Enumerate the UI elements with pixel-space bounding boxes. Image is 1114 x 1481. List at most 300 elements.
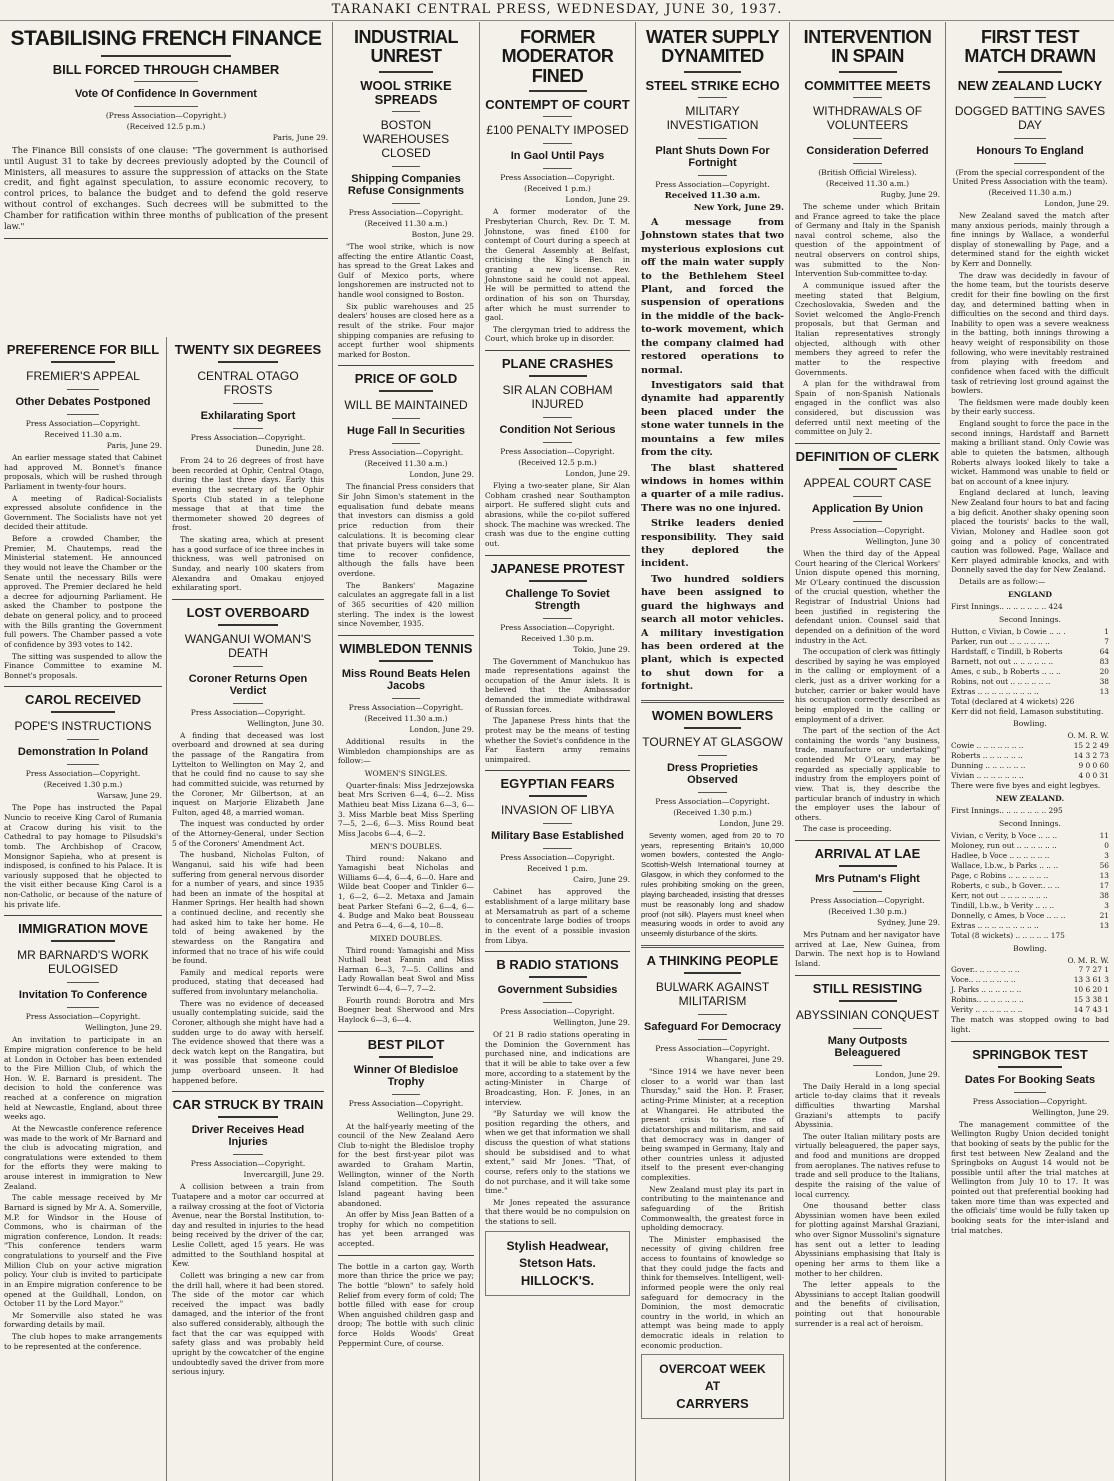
- subhead-committee-meets: COMMITTEE MEETS: [804, 77, 931, 93]
- paragraph: An offer by Miss Jean Batten of a trophy for which no competition has yet been arranged was accepted.: [338, 1210, 474, 1249]
- divider: [543, 848, 572, 849]
- dateline: London, June 29.: [1044, 198, 1109, 208]
- divider: [134, 81, 199, 82]
- subhead-tourney-glasgow: TOURNEY AT GLASGOW: [642, 734, 783, 749]
- subhead-pope-instructions: POPE'S INSTRUCTIONS: [14, 719, 152, 734]
- divider: [853, 138, 882, 139]
- score-value: 3: [1104, 850, 1109, 860]
- received-line: (Received 1.30 p.m.): [43, 780, 123, 790]
- score-entry: Page, c Robins .. .. .. .. .. ..: [951, 870, 1049, 880]
- score-entry: Gover.. .. .. .. .. .. ..: [951, 965, 1020, 975]
- divider: [698, 1014, 727, 1015]
- score-value: 20: [1099, 666, 1109, 676]
- bowling-row: [951, 965, 1109, 975]
- credit-line: (From the special correspondent of the United Press Association with the team).: [952, 167, 1108, 186]
- rule: [641, 945, 784, 948]
- dateline: Warsaw, June 29.: [96, 791, 162, 801]
- paragraph: The draw was decidedly in favour of the home team, but the tourists deserve credit for their fine bowling on the first day, and determined batting when in difficulties on the second and third days. Inability to open was a severe weakness in the batting, both innings throwing a heavy weight of responsibility on those following, who were inevitably restrained from playing with freedom and confidence when faced with the difficult task of retrieving lost ground against the bowlers.: [951, 270, 1109, 396]
- paragraph: The scheme under which Britain and France agreed to take the place of Germany and Italy in the Spanish naval control scheme, also the question of the appointment of neutral observers on control ships, was submitted to the Non-Intervention Sub-committee to-day.: [795, 201, 940, 279]
- divider: [233, 428, 263, 429]
- divider: [839, 468, 897, 470]
- subhead-wool-strike: WOOL STRIKE SPREADS: [360, 77, 452, 107]
- score-value: 15 2 2 49: [1073, 741, 1109, 751]
- masthead: TARANAKI CENTRAL PRESS, WEDNESDAY, JUNE 30, 1937.: [0, 0, 1114, 21]
- divider: [51, 711, 114, 713]
- paragraph: The fieldsmen were made doubly keen by their early success.: [951, 397, 1109, 417]
- credit-line: Press Association—Copyright.: [500, 173, 615, 183]
- divider: [392, 111, 419, 112]
- paragraph: A meeting of Radical-Socialists expressed absolute confidence in the Government. The Socialists have not yet decided their attitude.: [4, 493, 162, 532]
- headline-lost-overboard: LOST OVERBOARD: [186, 604, 310, 620]
- received-line: (Received 12.5 p.m.): [518, 458, 597, 468]
- paragraph: An earlier message stated that Cabinet had approved M. Bonnet's finance proposals, which will be rushed through Parliament in twenty-four hours.: [4, 453, 162, 491]
- paragraph: Mr Somerville also stated he was forwarding details by mail.: [4, 1310, 162, 1330]
- divider: [998, 1066, 1061, 1068]
- bowling-table-england: [951, 965, 1109, 1015]
- score-value: 1: [1104, 626, 1109, 636]
- subhead-steel-strike: STEEL STRIKE ECHO: [645, 77, 780, 93]
- batting-row: [951, 911, 1109, 921]
- score-value: 83: [1099, 656, 1109, 666]
- dateline: Cairo, June 29.: [573, 875, 630, 885]
- divider: [543, 168, 572, 169]
- divider: [67, 389, 99, 390]
- england-scorecard: [951, 627, 1109, 697]
- batting-row: [951, 677, 1109, 687]
- received-line: (Received 11.30 a.m.): [364, 218, 448, 228]
- headline-immigration-move: IMMIGRATION MOVE: [18, 921, 148, 937]
- team-new-zealand: NEW ZEALAND.: [995, 793, 1065, 803]
- score-total: [951, 931, 1109, 941]
- score-value: 10 6 20 1: [1073, 985, 1109, 995]
- dateline: London, June 29.: [565, 469, 630, 479]
- paragraph: The Daily Herald in a long special article to-day claims that it reveals difficulties thwarting Marshal Graziani's attempts to pacify Abyssinia.: [795, 1081, 940, 1130]
- dateline: Dunedin, June 28.: [255, 444, 324, 454]
- bowling-columns: O. M. R. W.: [1067, 955, 1109, 965]
- headline-moderator-fined: FORMER MODERATOR FINED: [501, 27, 614, 86]
- bowling-header: [951, 731, 1109, 741]
- rule: [4, 915, 162, 916]
- score-entry: Robins, not out .. .. .. .. .. ..: [951, 676, 1051, 686]
- subhead-maintained: WILL BE MAINTAINED: [344, 398, 468, 413]
- bowling-row: [951, 995, 1109, 1005]
- rule: [641, 700, 784, 703]
- score-value: 56: [1099, 860, 1109, 870]
- subhead-penalty: £100 PENALTY IMPOSED: [486, 123, 629, 138]
- divider: [839, 71, 897, 73]
- received-line: (Received 11.30 a.m.): [364, 713, 448, 723]
- paragraph: The husband, Nicholas Fulton, of Wanganui, said his wife had been suffering from general nervous disorder for a number of years, and since 1935 had been an inmate of the hospital at Hanmer Springs. Her health had shown a continued decline, and recently she had asked him to take her home. He told of being awakened by the stewardess on the Rangatira and informed that no trace of his wife could be found.: [172, 850, 324, 966]
- paragraph: From 24 to 26 degrees of frost have been recorded at Ophir, Central Otago, during the last three days. Early this evening the secretary of the Ophir Sports Club stated in a telephone message that at that time the thermometer showed 20 degrees of frost.: [172, 456, 324, 533]
- paragraph: A former moderator of the Presbyterian Church, Rev. Dr. T. M. Johnstone, was fined £100 for contempt of Court during a speech at the General Assembly at Belfast, criticising the King's Bench in granting a new license. Rev. Johnstone said he could not appeal. He will be permitted to attend the ordination of his son on Thursday, after which he must surrender to gaol.: [485, 207, 630, 323]
- batting-row: [951, 687, 1109, 697]
- score-entry: Barnett, not out .. .. .. .. .. ..: [951, 656, 1054, 666]
- divider: [698, 792, 727, 793]
- divider: [684, 972, 741, 974]
- divider: [543, 116, 572, 117]
- paragraph: A communique issued after the meeting stated that Belgium, Czechoslovakia, Sweden and the Soviet welcomed the Anglo-French proposals, but that German and Italian representatives strongly objected, although with other members they agreed to refer the matter to the respective Governments.: [795, 280, 940, 377]
- score-value: 4 0 0 31: [1078, 771, 1109, 781]
- paragraph: Cabinet has approved the establishment of a large military base at Mersamatruh as part of a scheme to concentrate large bodies of troops in the event of a possible invasion from Libya.: [485, 887, 630, 945]
- batting-row: [951, 831, 1109, 841]
- paragraph: The letter appeals to the Abyssinians to accept Italian goodwill and the benefits of civilisation, pointing out that honourable surrender is a real act of heroism.: [795, 1280, 940, 1328]
- paragraph: England declared at lunch, leaving New Zealand four hours to bat and facing a big deficit. Another shaky opening soon placed the tourists' backs to the wall, Vivian, Moloney and Hadlee soon got going and a policy of concentrated caution was followed. Page, Wallace and Kerr played admirable knocks, and with Donnelly saved the day for New Zealand.: [951, 488, 1109, 575]
- rule: [338, 1255, 474, 1256]
- headline-test-match: FIRST TEST MATCH DRAWN: [964, 27, 1096, 67]
- dateline: New York, June 29.: [693, 202, 784, 213]
- received-line: (Received 11.30 a.m.): [825, 178, 910, 188]
- headline-wimbledon: WIMBLEDON TENNIS: [339, 640, 473, 656]
- paragraph: A plan for the withdrawal from Spain of non-Spanish Nationals engaged in the conflict was also considered, but discussion was deferred until next meeting of the committee on July 2.: [795, 379, 940, 437]
- team-england: ENGLAND: [1008, 589, 1052, 599]
- paragraph: The Pope has instructed the Papal Nuncio to receive King Carol of Rumania at Cracow during his visit to the Cathedral to pay homage to Pilsudski's tomb. The Archbishop of Cracow, Monsignor Sapieha, who at present is indisposed, is confined to his Palace. It is variously supposed that he objected to the visit either because King Carol is a non-Catholic, or because of the nature of his private life.: [4, 803, 162, 909]
- paragraph: The Japanese Press hints that the protest may be the means of testing whether the Soviet's confidence in the Far Eastern army remains unimpaired.: [485, 716, 630, 764]
- rule: [485, 951, 630, 952]
- credit-line: Press Association—Copyright.: [348, 1098, 464, 1108]
- score-value: 9 0 0 60: [1078, 761, 1109, 771]
- paragraph: Strike leaders denied responsibility. They said they deplored the incident.: [641, 518, 784, 570]
- divider: [379, 1056, 433, 1058]
- paragraph: A finding that deceased was lost overboard and drowned at sea during the passage of the Rangatira from Lyttelton to Wellington on May 2, and that he could find no cause to say she had committed suicide, was returned by the Coroner, Mr Gilbertson, at an inquest on Marjorie Elizabeth Jane Fulton, aged 48, a married woman.: [172, 730, 324, 817]
- rule: [795, 443, 940, 444]
- divider: [543, 417, 572, 418]
- paragraph: The outer Italian military posts are virtually beleaguered, the paper says, and food and munitions are dropped from aeroplanes. The natives refuse to trade and sell produce to the Italians, despite the raising of the value of local currency.: [795, 1131, 940, 1199]
- subhead-shipping-refuse: Shipping Companies Refuse Consignments: [347, 172, 465, 197]
- paragraph: Collett was bringing a new car from the drill hall, where it had been stored. The side of the motor car which received the impact was badly damaged, and the interior of the front also suffered considerably, although the fact that the car was equipped with safety glass and was probably held upright by the cowcatcher of the engine undoubtedly saved the driver from more serious injury.: [172, 1270, 324, 1377]
- score-entry: J. Parks .. .. .. .. .. ..: [951, 985, 1022, 995]
- headline-plane-crashes: PLANE CRASHES: [501, 356, 614, 372]
- paragraph: The sitting was suspended to allow the Finance Committee to examine M. Bonnet's proposals.: [4, 651, 162, 680]
- dateline: London, June 29.: [875, 1069, 940, 1079]
- article-body: The Finance Bill consists of one clause: "The government is authorised until August 31 to take by decrees previously adopted by the Council of Ministers, all measures to assure the suppression of attacks on the State credit, and fight against speculation, to assure economic recovery, to control prices, to balance the budget and to defend the gold reserve without control of exchanges. Such decrees will be submitted to the Chamber for ratification within three months of publication of the present law.": [4, 144, 328, 232]
- ad-line: Stylish Headwear,: [506, 1238, 609, 1253]
- bowling-label: Bowling.: [1013, 719, 1047, 729]
- divider: [134, 106, 199, 107]
- score-value: 13: [1099, 870, 1109, 880]
- headline-japanese-protest: JAPANESE PROTEST: [490, 560, 625, 576]
- subhead-bulwark-militarism: BULWARK AGAINST MILITARISM: [655, 980, 770, 1009]
- subhead-debates-postponed: Other Debates Postponed: [15, 396, 151, 409]
- bowling-header: [951, 956, 1109, 966]
- subhead-honours-england: Honours To England: [976, 144, 1084, 157]
- divider: [529, 375, 587, 377]
- ad-line: AT: [704, 1379, 721, 1394]
- batting-row: [951, 657, 1109, 667]
- paragraph: The clergyman tried to address the Court, which broke up in disorder.: [485, 324, 630, 344]
- batting-row: [951, 637, 1109, 647]
- headline-still-resisting: STILL RESISTING: [812, 980, 923, 996]
- subhead-soviet-strength: Challenge To Soviet Strength: [505, 587, 610, 612]
- score-value: 17: [1099, 880, 1109, 890]
- dateline: Whangarei, June 29.: [706, 1055, 784, 1065]
- batting-row: [951, 921, 1109, 931]
- paragraph: The cable message received by Mr Barnard is signed by Mr A. A. Somerville, M.P. for Windsor in the House of Commons, who is chairman of the migration conference, London. It reads: "This conference tenders warm congratulations to yourself and the Five Million Club on your active migration policy. Your club is invited to participate in an Empire migration conference to be opened at the Guildhall, London, on October 11 by the Lord Mayor.": [4, 1193, 162, 1309]
- credit-line: Press Association—Copyright.: [190, 1159, 306, 1169]
- score-entry: Hutton, c Vivian, b Cowie .. .. .: [951, 626, 1066, 636]
- received-line: Received 11.30 a.m.: [44, 430, 122, 440]
- divider: [543, 823, 572, 824]
- subhead-invitation-conference: Invitation To Conference: [18, 989, 148, 1002]
- ad-line: Stetson Hats.: [519, 1255, 596, 1270]
- score-value: 14 7 43 1: [1073, 1005, 1109, 1015]
- divider: [543, 1002, 572, 1003]
- paragraph: The financial Press considers that Sir John Simon's statement in the equalisation fund debate means that investors can dismiss a gold price reduction from their calculations. It is becoming clear that private buyers will take some time to recover confidence, although the falls have been overdone.: [338, 482, 474, 579]
- batting-row: [951, 841, 1109, 851]
- rule: [485, 770, 630, 771]
- paragraph: One thousand better class Abyssinian women have been exiled for plotting against Marshal Graziani, who over Signor Mussolini's signature has sent out a letter to leading Abyssinians emphasising that Italy is opening her arms to them like a mother to her children.: [795, 1201, 940, 1278]
- second-innings-label: Second Innings.: [999, 614, 1061, 624]
- subhead-consideration-deferred: Consideration Deferred: [806, 144, 929, 157]
- rule: [172, 599, 324, 600]
- paragraph: Six public warehouses and 25 dealers' houses are closed here as a result of the strike. Four major shipping companies are refusing to accept further wool shipments marked for Boston.: [338, 301, 474, 359]
- divider: [543, 143, 572, 144]
- score-entry: Wallace, l.b.w., b Parks .. .. ..: [951, 860, 1059, 870]
- nz-scorecard: [951, 831, 1109, 931]
- credit-line: (Press Association—Copyright.): [105, 110, 227, 120]
- subhead-miss-round: Miss Round Beats Helen Jacobs: [341, 667, 471, 692]
- divider: [51, 361, 114, 363]
- score-value: 11: [1099, 830, 1109, 840]
- paragraph: Additional results in the Wimbledon championships are as follow:—: [338, 736, 474, 766]
- subhead-driver-injuries: Driver Receives Head Injuries: [191, 1124, 305, 1149]
- paragraph: When the third day of the Appeal Court hearing of the Clerical Workers' Union dispute opened this morning, Mr O'Leary continued the discussion of the crucial question, whether the Registrar of Industrial Unions had been justified in registering the defendant union. Counsel said that depended on a definition of the word industry in the Act.: [795, 548, 940, 645]
- credit-line: Press Association—Copyright.: [25, 419, 141, 429]
- paragraph: Family and medical reports were produced, stating that deceased had suffered from involuntary melancholia.: [172, 967, 324, 997]
- bowling-row: [951, 751, 1109, 761]
- score-entry: Extras .. .. .. .. .. .. .. .. ..: [951, 920, 1039, 930]
- paragraph: The management committee of the Wellington Rugby Union decided tonight that booking of seats by the public for the first test between New Zealand and the Springboks on August 14 would not be possible until after the trial matches at Wellington from July 10 to 17. It was pointed out that preferential booking had taken more time than was expected and the officials' time would be fully taken up booking seats for the inter-island and trial matches.: [951, 1119, 1109, 1235]
- score-line: [951, 806, 1109, 816]
- bowling-row: [951, 771, 1109, 781]
- paragraph: The blast shattered windows in homes within a quarter of a mile radius. There was no one injured.: [641, 462, 784, 514]
- headline-thinking-people: A THINKING PEOPLE: [646, 953, 779, 969]
- score-value: 13: [1099, 920, 1109, 930]
- paragraph: Investigators said that dynamite had apparently been placed under the stone water tunnels in the mountains a few miles from the city.: [641, 379, 784, 459]
- subhead-wanganui-woman: WANGANUI WOMAN'S DEATH: [184, 631, 312, 660]
- score-value: 3: [1104, 900, 1109, 910]
- rule: [485, 350, 630, 351]
- subhead-bill-forced: BILL FORCED THROUGH CHAMBER: [52, 61, 280, 77]
- bowling-row: [951, 985, 1109, 995]
- received-line: (Received 12.5 p.m.): [126, 121, 206, 131]
- paragraph: Flying a two-seater plane, Sir Alan Cobham crashed near Southampton airport. He suffered slight cuts and abrasions, while the co-pilot suffered shock. The machine was wrecked. The crash was due to the engine cutting out.: [485, 481, 630, 548]
- advertisement-carryers: [641, 1354, 784, 1419]
- subhead-cobham-injured: SIR ALAN COBHAM INJURED: [502, 383, 613, 412]
- subhead-military-base: Military Base Established: [491, 830, 624, 843]
- rule: [951, 1041, 1109, 1042]
- divider: [51, 940, 114, 942]
- divider: [1014, 163, 1046, 164]
- credit-line: Press Association—Copyright.: [500, 622, 615, 632]
- subhead-withdrawals: WITHDRAWALS OF VOLUNTEERS: [812, 103, 923, 132]
- dateline: London, June 29.: [565, 195, 630, 205]
- paragraph: Fourth round: Borotra and Mrs Boegner beat Sherwood and Mrs Haylock 6—3, 6—4.: [338, 995, 474, 1024]
- dateline: Wellington, June 29.: [397, 1109, 474, 1119]
- paragraph: "By Saturday we will know the position regarding the others, and when we get that information we shall discuss the question of what stations should be subsidised and to what extent," said Mr Jones. "That, of course, refers only to the stations we do not purchase, and it will take some time.": [485, 1109, 630, 1196]
- divider: [233, 703, 263, 704]
- bowling-row: [951, 1005, 1109, 1015]
- rule: [172, 1091, 324, 1092]
- score-entry: Voce.. .. .. .. .. .. ..: [951, 975, 1016, 985]
- subhead-government-subsidies: Government Subsidies: [497, 984, 618, 997]
- subhead-boston-warehouses: BOSTON WAREHOUSES CLOSED: [362, 117, 450, 160]
- section-womens-singles: WOMEN'S SINGLES.: [364, 768, 448, 778]
- dateline: Tokio, June 29.: [573, 644, 630, 654]
- paragraph: Mrs Putnam and her navigator have arrived at Lae, New Guinea, from Darwin. The next hop is to Howland Island.: [795, 930, 940, 968]
- headline-radio-stations: B RADIO STATIONS: [496, 957, 619, 973]
- received-line: Received 11.30 a.m.: [664, 190, 761, 201]
- divider: [67, 764, 99, 765]
- ad-line: CARRYERS: [676, 1396, 749, 1412]
- bowling-row: [951, 975, 1109, 985]
- headline-french-finance: STABILISING FRENCH FINANCE: [10, 27, 322, 50]
- paragraph: An invitation to participate in an Empire migration conference to be held at London in October has been extended to the Fire Million Club, of which the Hon. W. E. Barnard is president. The decision to hold the conference was reached at a conference on migration held at Newcastle, England, about three weeks ago.: [4, 1035, 162, 1122]
- divider: [839, 865, 897, 867]
- divider: [698, 175, 727, 176]
- subhead-appeal-court: APPEAL COURT CASE: [803, 475, 932, 490]
- dateline: Rugby, June 29.: [880, 189, 940, 199]
- headline-arrival-lae: ARRIVAL AT LAE: [814, 846, 921, 862]
- headline-twenty-six-degrees: TWENTY SIX DEGREES: [174, 342, 322, 357]
- ad-line: HILLOCK'S.: [520, 1272, 595, 1288]
- divider: [379, 660, 433, 662]
- paragraph: The inquest was conducted by order of the Attorney-General, under Section 5 of the Coroners' Amendment Act.: [172, 819, 324, 848]
- divider: [233, 1154, 263, 1155]
- credit-line: Press Association—Copyright.: [500, 447, 615, 457]
- column-water-supply: [635, 22, 789, 1481]
- paragraph: Two hundred soldiers have been assigned to guard the highways and search all motor vehicles. A military investigation has been ordered at the plant, which is expected to shut down for a fortnight.: [641, 573, 784, 693]
- divider: [853, 163, 882, 164]
- rule: [795, 975, 940, 976]
- paragraph: The case is proceeding.: [803, 824, 892, 834]
- received-line: Received 1 p.m.: [527, 864, 588, 874]
- headline-best-pilot: BEST PILOT: [367, 1036, 445, 1052]
- headline-industrial-unrest: INDUSTRIAL UNREST: [354, 27, 458, 67]
- subhead-invasion-libya: INVASION OF LIBYA: [501, 803, 614, 818]
- credit-line: Press Association—Copyright.: [348, 448, 464, 458]
- dateline: Wellington, June 30: [865, 536, 940, 546]
- divider: [698, 755, 727, 756]
- received-line: (Received 11.30 a.m.): [364, 459, 448, 469]
- divider: [233, 403, 263, 404]
- dateline: Paris, June 29.: [106, 441, 162, 451]
- batting-row: [951, 891, 1109, 901]
- score-value: 21: [1099, 910, 1109, 920]
- divider: [379, 71, 433, 73]
- headline-carol-received: CAROL RECEIVED: [24, 692, 142, 708]
- credit-line: Press Association—Copyright.: [500, 1007, 615, 1017]
- rule: [338, 1031, 474, 1032]
- received-line: (Received 1.30 p.m.): [828, 907, 907, 917]
- bowling-row: [951, 761, 1109, 771]
- divider: [698, 1039, 727, 1040]
- column-france: [0, 22, 332, 1481]
- ad-line: OVERCOAT WEEK: [659, 1362, 766, 1377]
- batting-row: [951, 667, 1109, 677]
- paragraph: Quarter-finals: Miss Jedrzejowska beat Mrs Scriven 6—4, 6—2. Miss Mathieu beat Miss Lizana 6—3, 6—3. Miss Marble beat Miss Sperling 7—5, 2—6, 6—3. Miss Round beat Miss Jacobs 6—4, 6—2.: [338, 780, 474, 838]
- section-mixed-doubles: MIXED DOUBLES.: [369, 933, 443, 943]
- subcolumn-right: [166, 337, 324, 1481]
- paragraph: New Zealand must play its part in contributing to the maintenance and safeguarding of the British Commonwealth, the greatest force in upholding democracy.: [641, 1184, 784, 1233]
- note: There were five byes and eight legbyes.: [951, 781, 1101, 791]
- subhead-safeguard-democracy: Safeguard For Democracy: [644, 1021, 781, 1034]
- bowling-label: Bowling.: [1013, 943, 1047, 953]
- divider: [853, 521, 882, 522]
- dateline: Paris, June 29.: [272, 132, 328, 142]
- score-entry: Dunning .. .. .. .. .. ..: [951, 761, 1026, 771]
- subhead-outposts: Many Outposts Beleaguered: [827, 1034, 908, 1059]
- rule: [485, 555, 630, 556]
- divider: [839, 1000, 897, 1002]
- paragraph: There was no evidence of deceased usually contemplating suicide, said the Coroner, although she might have had a sudden urge to do away with herself. The evidence showed that there was a deck watch kept on the Rangatira, but it was possible that someone could jump overboard unseen. It had happened before.: [172, 998, 324, 1085]
- rule: [795, 840, 940, 841]
- dateline: London, June 29.: [719, 818, 784, 828]
- paragraph: Of 21 B radio stations operating in the Dominion the Government has purchased nine, and indications are that it will be able to take over a few more, according to a statement by the acting-Minister in Charge of Broadcasting, Hon. F. Jones, in an interview.: [485, 1030, 630, 1107]
- score-value: 38: [1099, 890, 1109, 900]
- divider: [379, 390, 433, 392]
- subcolumn-left: [4, 337, 162, 1481]
- bowling-row: [951, 741, 1109, 751]
- paragraph: Details are as follow:—: [959, 577, 1046, 587]
- subhead-contempt-court: CONTEMPT OF COURT: [485, 97, 630, 113]
- total-england: Total (declared at 4 wickets) 226: [951, 696, 1075, 706]
- divider: [67, 739, 99, 740]
- headline-intervention-spain: INTERVENTION IN SPAIN: [803, 27, 932, 67]
- headline-definition-clerk: DEFINITION OF CLERK: [795, 448, 940, 464]
- divider: [853, 1065, 882, 1066]
- section-mens-doubles: MEN'S DOUBLES.: [370, 841, 442, 851]
- credit-line: Press Association—Copyright.: [500, 853, 615, 863]
- dateline: Wellington, June 30.: [247, 718, 324, 728]
- score-entry: Kerr, not out .. .. .. .. .. .. ..: [951, 890, 1048, 900]
- advertisement-verse: The bottle in a carton gay, Worth more than thrice the price we pay; The bottle "blown" to safely hold Relief from every form of cold; The bottle filled with ease for croup When anguished children gasp and droop; The bottle with such clinic force Holds Woods' Great Peppermint Cure, of course.: [338, 1261, 474, 1348]
- divider: [392, 166, 419, 167]
- subhead-vote-confidence: Vote Of Confidence In Government: [75, 87, 257, 100]
- credit-line: (British Official Wireless).: [818, 167, 917, 177]
- subhead-dress-proprieties: Dress Proprieties Observed: [666, 761, 759, 786]
- score-entry: Hadlee, b Voce .. .. .. .. .. ..: [951, 850, 1050, 860]
- subhead-booking-seats: Dates For Booking Seats: [964, 1073, 1096, 1086]
- score-entry: Vivian .. .. .. .. .. .. ..: [951, 771, 1024, 781]
- paragraph: A collision between a train from Tuatapere and a motor car occurred at a railway crossing at the foot of Victoria Avenue, near the Borstal Institution, to-day and resulted in injuries to the head being received by the driver of the car, Leslie Collett, aged 15 years. He was admitted to the Southland hospital at Kew.: [172, 1182, 324, 1269]
- paragraph: At the half-yearly meeting of the council of the New Zealand Aero Club to-night the Bledisloe trophy for the best first-year pilot was awarded to Graham Martin, Wellington, winner of the North Island competition. The South Island pageant having been abandoned.: [338, 1121, 474, 1208]
- received-line: (Received 11.30 a.m.): [988, 187, 1072, 197]
- rule: [338, 365, 474, 366]
- divider: [684, 71, 741, 73]
- paragraph: Third round: Nakano and Yamagishi beat Nicholas and Williams 6—4, 6—4, 6—0. Hare and Wilde beat Cooper and Tinkler 6—1, 6—2, 6—2. Metaxa and Jamain beat Parker Stefani 6—2, 6—4, 6—4. Budge and Mako beat Bousseau and Petra 6—4, 6—4, 10—8.: [338, 853, 474, 930]
- paragraph: England sought to force the pace in the second innings, Hardstaff and Barnett making a brilliant stand. Only Cowie was able to quieten the batsmen, although Roberts always looked likely to take a wicket. Hammond was unable to field or bat on account of a knee injury.: [951, 419, 1109, 486]
- dateline: Wellington, June 29.: [553, 1018, 630, 1028]
- divider: [529, 580, 587, 582]
- column-spain: [789, 22, 945, 1481]
- divider: [233, 666, 263, 667]
- dateline: Boston, June 29.: [411, 229, 474, 239]
- paragraph: "The wool strike, which is now affecting the entire Atlantic Coast, has spread to the Great Lakes and Gulf of Mexico ports, where longshoremen are instructed not to handle wool consigned to Boston.: [338, 241, 474, 300]
- paragraph: "Since 1914 we have never been closer to a world war than last Thursday," said the Hon. P. Fraser, acting-Prime Minister, at a reception at Whangarei. He attributed the present crisis to the rise of dictatorships and militarism, and said that democracy was in danger of being swamped in Germany, Italy and other countries unless it adjusted itself to the present ever-changing complexities.: [641, 1067, 784, 1183]
- credit-line: Press Association—Copyright.: [25, 769, 141, 779]
- score-value: 38: [1099, 676, 1109, 686]
- divider: [67, 414, 99, 415]
- credit-line: Press Association—Copyright.: [348, 207, 464, 217]
- advertisement-hillocks: [485, 1231, 630, 1296]
- score-entry: Robins.. .. .. .. .. .. ..: [951, 995, 1024, 1005]
- divider: [698, 97, 727, 98]
- score-line: [951, 602, 1109, 612]
- paragraph: Mr Jones repeated the assurance that there would be no compulsion on the stations to sell.: [485, 1197, 630, 1227]
- column-test-match: [945, 22, 1114, 1481]
- score-entry: Donnelly, c Ames, b Voce .. .. ..: [951, 910, 1066, 920]
- score-value: 7 7 27 1: [1078, 965, 1109, 975]
